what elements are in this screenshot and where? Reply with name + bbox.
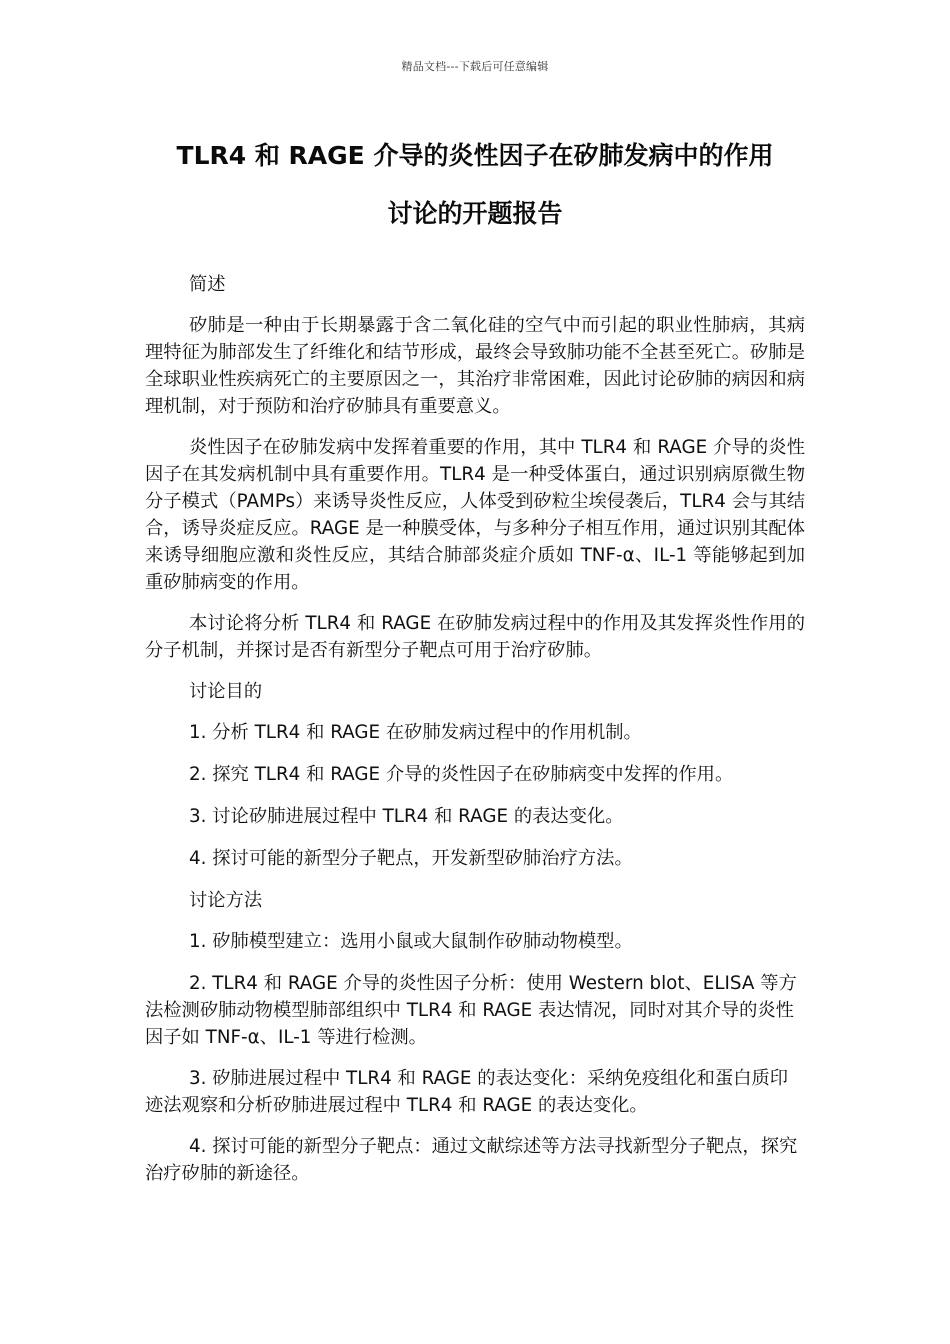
title-line-2: 讨论的开题报告 [387,199,563,228]
header-note: 精品文档---下载后可任意编辑 [401,60,549,73]
section-heading-methods: 讨论方法 [189,890,263,911]
title-line-1: TLR4 和 RAGE 介导的炎性因子在矽肺发病中的作用 [176,141,774,170]
section-heading-summary: 简述 [189,274,226,295]
method-item: 4. 探讨可能的新型分子靶点：通过文献综述等方法寻找新型分子靶点，探究治疗矽肺的新途径。 [145,1136,798,1184]
goal-item: 3. 讨论矽肺进展过程中 TLR4 和 RAGE 的表达变化。 [189,806,624,827]
method-item: 1. 矽肺模型建立：选用小鼠或大鼠制作矽肺动物模型。 [189,931,633,952]
paragraph-summary-3: 本讨论将分析 TLR4 和 RAGE 在矽肺发病过程中的作用及其发挥炎性作用的分子机制，并探讨是否有新型分子靶点可用于治疗矽肺。 [145,613,805,661]
paragraph-summary-1: 矽肺是一种由于长期暴露于含二氧化硅的空气中而引起的职业性肺病，其病理特征为肺部发生了纤维化和结节形成，最终会导致肺功能不全甚至死亡。矽肺是全球职业性疾病死亡的主要原因之一，其治疗非常困难，因此讨论矽肺的病因和病理机制，对于预防和治疗矽肺具有重要意义。 [145,315,805,417]
method-item: 3. 矽肺进展过程中 TLR4 和 RAGE 的表达变化：采纳免疫组化和蛋白质印迹法观察和分析矽肺进展过程中 TLR4 和 RAGE 的表达变化。 [145,1068,789,1116]
goal-item: 2. 探究 TLR4 和 RAGE 介导的炎性因子在矽肺病变中发挥的作用。 [189,764,734,785]
goal-item: 4. 探讨可能的新型分子靶点，开发新型矽肺治疗方法。 [189,848,633,869]
goal-item: 1. 分析 TLR4 和 RAGE 在矽肺发病过程中的作用机制。 [189,722,642,743]
section-heading-goals: 讨论目的 [189,681,263,702]
paragraph-summary-2: 炎性因子在矽肺发病中发挥着重要的作用，其中 TLR4 和 RAGE 介导的炎性因子在其发病机制中具有重要作用。TLR4 是一种受体蛋白，通过识别病原微生物分子模式（PAMPs）来诱导炎性反应，人体受到矽粒尘埃侵袭后，TLR4 会与其结合，诱导炎症反应。RAGE 是一种膜受体，与多种分子相互作用，通过识别其配体来诱导细胞应激和炎性反应，其结合肺部炎症介质如 TNF-α、IL-1 等能够起到加重矽肺病变的作用。 [145,437,805,593]
document-body [145,271,805,1201]
method-item: 2. TLR4 和 RAGE 介导的炎性因子分析：使用 Western blot、ELISA 等方法检测矽肺动物模型肺部组织中 TLR4 和 RAGE 表达情况，同时对其介导的炎性因子如 TNF-α、IL-1 等进行检测。 [145,973,797,1048]
